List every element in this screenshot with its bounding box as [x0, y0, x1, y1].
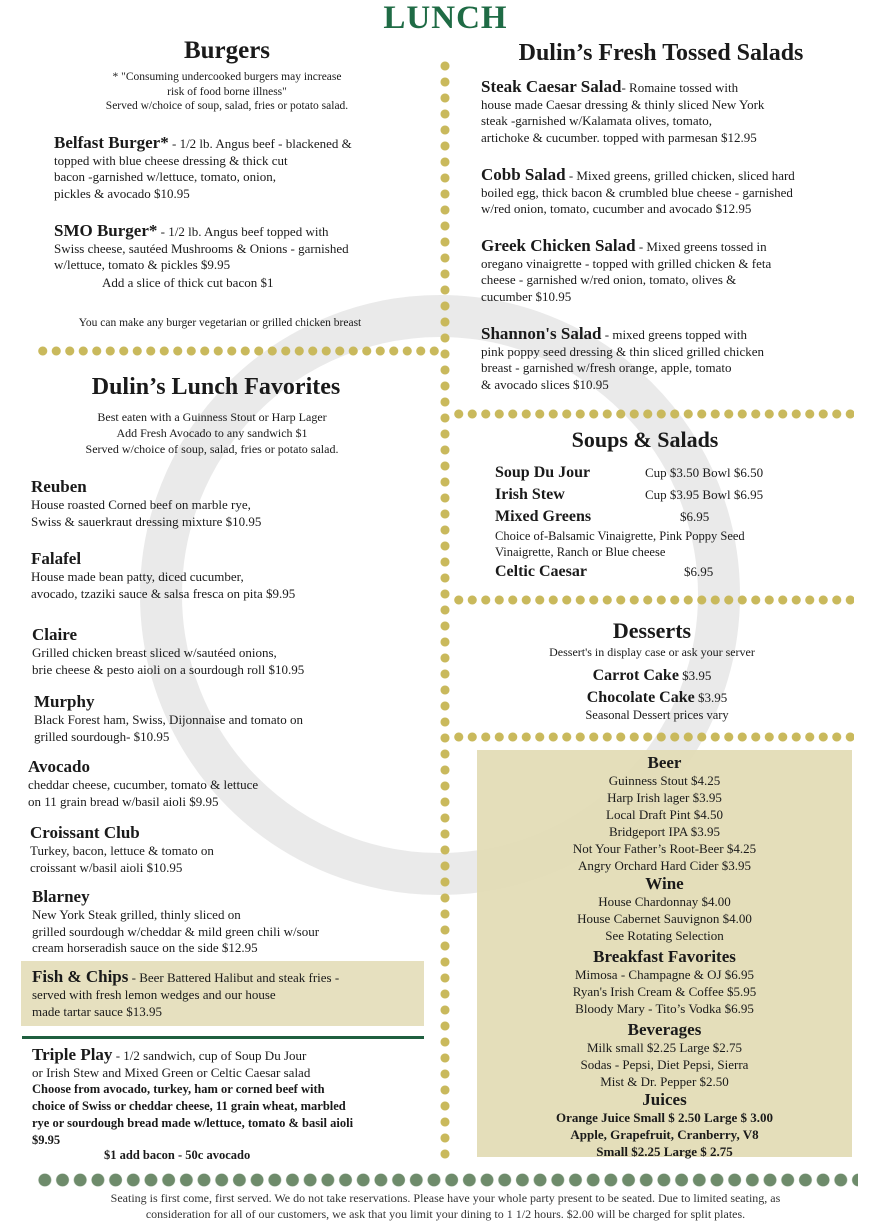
drink-line: House Cabernet Sauvignon $4.00 — [577, 911, 752, 926]
item-name: Murphy — [34, 692, 95, 711]
item-desc: - 1/2 lb. Angus beef - blackened & topped with blue cheese dressing & thick cut bacon -garnished w/lettuce, tomato, onion, pickles & avocado $10.95 — [54, 136, 352, 201]
item-desc: - 1/2 sandwich, cup of Soup Du Jour or Irish Stew and Mixed Green or Celtic Caesar salad — [32, 1048, 311, 1080]
drink-line: See Rotating Selection — [605, 928, 724, 943]
soup-row-celtic-caesar — [495, 563, 713, 581]
item-name: Avocado — [28, 757, 91, 776]
seating-policy: Seating is first come, first served. We do not take reservations. Please have your whole party present to be seated. Due to limited seating, as consideration for all of our customers, we ask that you limit your dining to 1 1/2 hours. $2.00 will be charged for split plates. — [110, 1191, 781, 1221]
drink-line: Not Your Father’s Root-Beer $4.25 — [572, 841, 757, 856]
item-name: Reuben — [31, 477, 87, 496]
item-name: Croissant Club — [30, 823, 140, 842]
menu-item-shannons-salad — [481, 326, 871, 393]
salads-heading: Dulin’s Fresh Tossed Salads — [518, 40, 804, 66]
breakfast-heading: Breakfast Favorites — [593, 947, 736, 966]
menu-item-steak-caesar — [481, 79, 861, 146]
item-desc: cheddar cheese, cucumber, tomato & lettuce on 11 grain bread w/basil aioli $9.95 — [28, 777, 259, 809]
menu-item-cobb-salad — [481, 167, 871, 218]
item-desc: - 1/2 lb. Angus beef topped with Swiss cheese, sautéed Mushrooms & Onions - garnished w/lettuce, tomato & pickles $9.95 — [54, 224, 349, 272]
menu-item-avocado — [28, 757, 258, 810]
triple-play-options: Choose from avocado, turkey, ham or corned beef with choice of Swiss or cheddar cheese, 11 grain wheat, marbled rye or sourdough bread made w/lettuce, tomato & basil aioli $9.95 — [32, 1082, 354, 1147]
drinks-box — [477, 750, 852, 1157]
menu-item-belfast-burger — [54, 135, 434, 202]
row-name: Soup Du Jour — [495, 464, 591, 481]
juices-heading: Juices — [642, 1090, 687, 1109]
item-name: Blarney — [32, 887, 90, 906]
drink-line: Sodas - Pepsi, Diet Pepsi, Sierra — [580, 1057, 749, 1072]
soup-row-soup-du-jour — [495, 464, 763, 482]
drink-line: Harp Irish lager $3.95 — [607, 790, 722, 805]
beverages-heading: Beverages — [627, 1020, 702, 1039]
green-divider — [22, 1036, 424, 1039]
drink-line: Mist & Dr. Pepper $2.50 — [600, 1074, 729, 1089]
bacon-note: Add a slice of thick cut bacon $1 — [102, 275, 274, 290]
item-desc: - Beer Battered Halibut and steak fries - served with fresh lemon wedges and our house made tartar sauce $13.95 — [32, 970, 340, 1019]
item-desc: Black Forest ham, Swiss, Dijonnaise and tomato on grilled sourdough- $10.95 — [34, 712, 304, 744]
item-desc: New York Steak grilled, thinly sliced on grilled sourdough w/cheddar & mild green chili w/sour cream horseradish sauce on the side $12.95 — [32, 907, 320, 955]
row-name: Mixed Greens — [495, 508, 592, 525]
menu-item-blarney — [32, 887, 319, 957]
item-name: Fish & Chips — [32, 967, 129, 986]
item-name: SMO Burger* — [54, 221, 158, 240]
menu-item-claire — [32, 625, 304, 678]
drink-line: Milk small $2.25 Large $2.75 — [586, 1040, 743, 1055]
wine-heading: Wine — [645, 874, 684, 893]
menu-item-smo-burger — [54, 223, 434, 274]
drink-line: Mimosa - Champagne & OJ $6.95 — [574, 967, 755, 982]
favorites-heading: Dulin’s Lunch Favorites — [91, 374, 341, 400]
drink-line: Apple, Grapefruit, Cranberry, V8 — [570, 1127, 759, 1142]
item-name: Chocolate Cake — [586, 689, 695, 706]
dot-divider-salads — [452, 409, 854, 419]
dessert-carrot-cake — [452, 667, 852, 685]
drink-line: Bridgeport IPA $3.95 — [608, 824, 721, 839]
beer-heading: Beer — [647, 753, 682, 772]
favorites-note: Best eaten with a Guinness Stout or Harp Lager Add Fresh Avocado to any sandwich $1 Served w/choice of soup, salad, fries or potato salad. — [85, 410, 339, 456]
drink-line: House Chardonnay $4.00 — [598, 894, 731, 909]
item-desc: - Mixed greens, grilled chicken, sliced hard boiled egg, thick bacon & crumbled blue cheese - garnished w/red onion, tomato, cucumber and avocado $12.95 — [481, 168, 795, 216]
veg-note: You can make any burger vegetarian or grilled chicken breast — [78, 317, 362, 329]
drink-line: Local Draft Pint $4.50 — [606, 807, 723, 822]
dessert-chocolate-cake — [452, 689, 862, 707]
item-desc: House roasted Corned beef on marble rye, Swiss & sauerkraut dressing mixture $10.95 — [31, 497, 262, 529]
row-price: $6.95 — [684, 564, 714, 579]
item-name: Belfast Burger* — [54, 133, 169, 152]
menu-item-triple-play — [32, 1046, 432, 1081]
burgers-heading: Burgers — [183, 37, 271, 64]
desserts-heading: Desserts — [612, 618, 692, 643]
item-name: Greek Chicken Salad — [481, 236, 636, 255]
row-price: Cup $3.95 Bowl $6.95 — [645, 487, 764, 502]
soup-row-mixed-greens — [495, 508, 709, 526]
item-desc: House made bean patty, diced cucumber, avocado, tzaziki sauce & salsa fresca on pita $9.95 — [31, 569, 296, 601]
menu-item-reuben — [31, 477, 261, 530]
menu-item-murphy — [34, 692, 303, 745]
row-price: $6.95 — [680, 509, 710, 524]
item-desc: Grilled chicken breast sliced w/sautéed onions, brie cheese & pesto aioli on a sourdough roll $10.95 — [32, 645, 305, 677]
item-desc: Turkey, bacon, lettuce & tomato on croissant w/basil aioli $10.95 — [30, 843, 214, 875]
item-name: Falafel — [31, 549, 82, 568]
row-price: Cup $3.50 Bowl $6.50 — [645, 465, 764, 480]
menu-item-falafel — [31, 549, 295, 602]
row-name: Irish Stew — [495, 486, 565, 503]
item-name: Triple Play — [32, 1045, 113, 1064]
item-desc: - Romaine tossed with house made Caesar dressing & thinly sliced New York steak -garnished w/Kalamata olives, tomato, artichoke & cucumber. topped with parmesan $12.95 — [481, 80, 765, 145]
dot-divider-burgers — [36, 346, 441, 356]
item-desc: - Mixed greens tossed in oregano vinaigrette - topped with grilled chicken & feta cheese - garnished w/red onion, tomato, olives & cucumber $10.95 — [481, 239, 772, 304]
drink-line: Orange Juice Small $ 2.50 Large $ 3.00 — [555, 1110, 773, 1125]
item-name: Steak Caesar Salad — [481, 77, 622, 96]
greens-dressing-note: Choice of-Balsamic Vinaigrette, Pink Poppy Seed Vinaigrette, Ranch or Blue cheese — [495, 529, 745, 559]
item-price: $3.95 — [697, 690, 728, 705]
drink-line: Guinness Stout $4.25 — [608, 773, 721, 788]
dot-divider-soups — [452, 595, 854, 605]
footer-dot-divider — [36, 1173, 858, 1187]
item-name: Shannon's Salad — [481, 324, 602, 343]
row-name: Celtic Caesar — [495, 563, 587, 580]
drink-line: Angry Orchard Hard Cider $3.95 — [578, 858, 751, 873]
dot-divider-desserts — [452, 732, 854, 742]
menu-item-greek-chicken — [481, 238, 871, 305]
drink-line: Ryan's Irish Cream & Coffee $5.95 — [572, 984, 757, 999]
burgers-note: * "Consuming undercooked burgers may increase risk of food borne illness" Served w/choice of soup, salad, fries or potato salad. — [105, 71, 349, 112]
menu-item-fish-chips — [32, 968, 422, 1020]
drink-line: Bloody Mary - Tito’s Vodka $6.95 — [575, 1001, 754, 1016]
drink-line: Small $2.25 Large $ 2.75 — [596, 1144, 733, 1159]
page-title: LUNCH — [383, 0, 508, 36]
item-desc: - mixed greens topped with pink poppy seed dressing & thin sliced grilled chicken breast - garnished w/fresh orange, apple, tomato & avocado slices $10.95 — [481, 327, 765, 392]
desserts-note: Dessert's in display case or ask your server — [549, 645, 755, 659]
vertical-dot-divider — [440, 58, 450, 1163]
soups-heading: Soups & Salads — [571, 427, 719, 452]
item-name: Carrot Cake — [592, 667, 679, 684]
menu-item-croissant-club — [30, 823, 214, 876]
desserts-footer: Seasonal Dessert prices vary — [585, 708, 729, 722]
item-price: $3.95 — [682, 668, 712, 683]
triple-play-extras: $1 add bacon - 50c avocado — [104, 1148, 251, 1162]
soup-row-irish-stew — [495, 486, 763, 504]
item-name: Claire — [32, 625, 78, 644]
item-name: Cobb Salad — [481, 165, 566, 184]
